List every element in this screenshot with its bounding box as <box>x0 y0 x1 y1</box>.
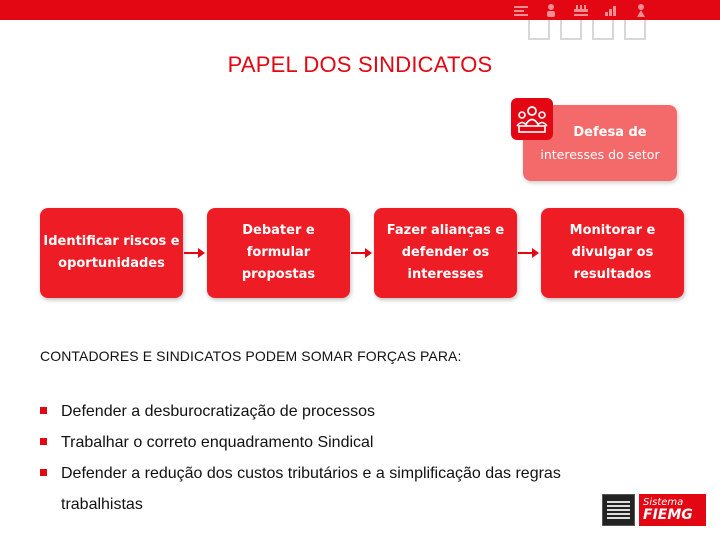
flow-step-line: Monitorar e <box>569 223 656 238</box>
list-item <box>40 427 660 458</box>
flow-step-line: formular <box>246 245 311 260</box>
bullet-list <box>40 396 660 520</box>
flow-step-fazer-aliancas <box>374 208 517 298</box>
flow-arrow-icon <box>518 247 540 259</box>
nav-icon-2[interactable] <box>542 2 560 18</box>
header-tab[interactable] <box>528 20 550 40</box>
flow-step-line: Debater e <box>242 223 315 238</box>
header-tab[interactable] <box>624 20 646 40</box>
nav-icon-4[interactable] <box>602 2 620 18</box>
header-tab[interactable] <box>560 20 582 40</box>
bullet-square-icon <box>40 407 47 414</box>
nav-icon-5[interactable] <box>632 2 650 18</box>
logo-line2: FIEMG <box>643 507 693 523</box>
list-item <box>40 396 660 427</box>
header-tabs <box>528 20 646 40</box>
flow-step-line: oportunidades <box>58 256 165 271</box>
page-title: PAPEL DOS SINDICATOS <box>227 52 493 77</box>
flow-arrow-icon <box>184 247 206 259</box>
defesa-line1: Defesa de <box>573 125 647 140</box>
people-group-icon <box>511 98 553 140</box>
flow-step-line: propostas <box>241 267 316 282</box>
bullet-square-icon <box>40 469 47 476</box>
flow-step-monitorar <box>541 208 684 298</box>
logo-emblem-icon <box>602 494 635 526</box>
list-item <box>40 458 660 489</box>
bullet-text: Defender a redução dos custos tributários e a simplificação das regras <box>61 465 561 482</box>
flow-step-line: resultados <box>573 267 652 282</box>
flow-step-line: Fazer alianças e <box>386 223 505 238</box>
flow-step-debater <box>207 208 350 298</box>
flow-step-line: interesses <box>407 267 484 282</box>
bullet-text: Trabalhar o correto enquadramento Sindical <box>61 434 374 451</box>
flow-step-identificar <box>40 208 183 298</box>
logo-line1: Sistema <box>643 497 684 508</box>
flow-arrow-icon <box>351 247 373 259</box>
bullet-square-icon <box>40 438 47 445</box>
flow-step-line: divulgar os <box>571 245 654 260</box>
logo-text <box>639 494 706 526</box>
flow-step-line: Identificar riscos e <box>43 234 180 249</box>
sistema-fiemg-logo <box>602 494 706 526</box>
defesa-line2: interesses do setor <box>540 147 660 162</box>
flow-step-line: defender os <box>401 245 490 260</box>
header-tab[interactable] <box>592 20 614 40</box>
bullet-continuation: trabalhistas <box>61 496 143 513</box>
nav-icon-3[interactable] <box>572 2 590 18</box>
section-subtitle: CONTADORES E SINDICATOS PODEM SOMAR FORÇAS PARA: <box>40 348 462 364</box>
nav-icon-1[interactable] <box>512 2 530 18</box>
header-icon-strip <box>512 0 650 20</box>
bullet-text: Defender a desburocratização de processos <box>61 403 375 420</box>
